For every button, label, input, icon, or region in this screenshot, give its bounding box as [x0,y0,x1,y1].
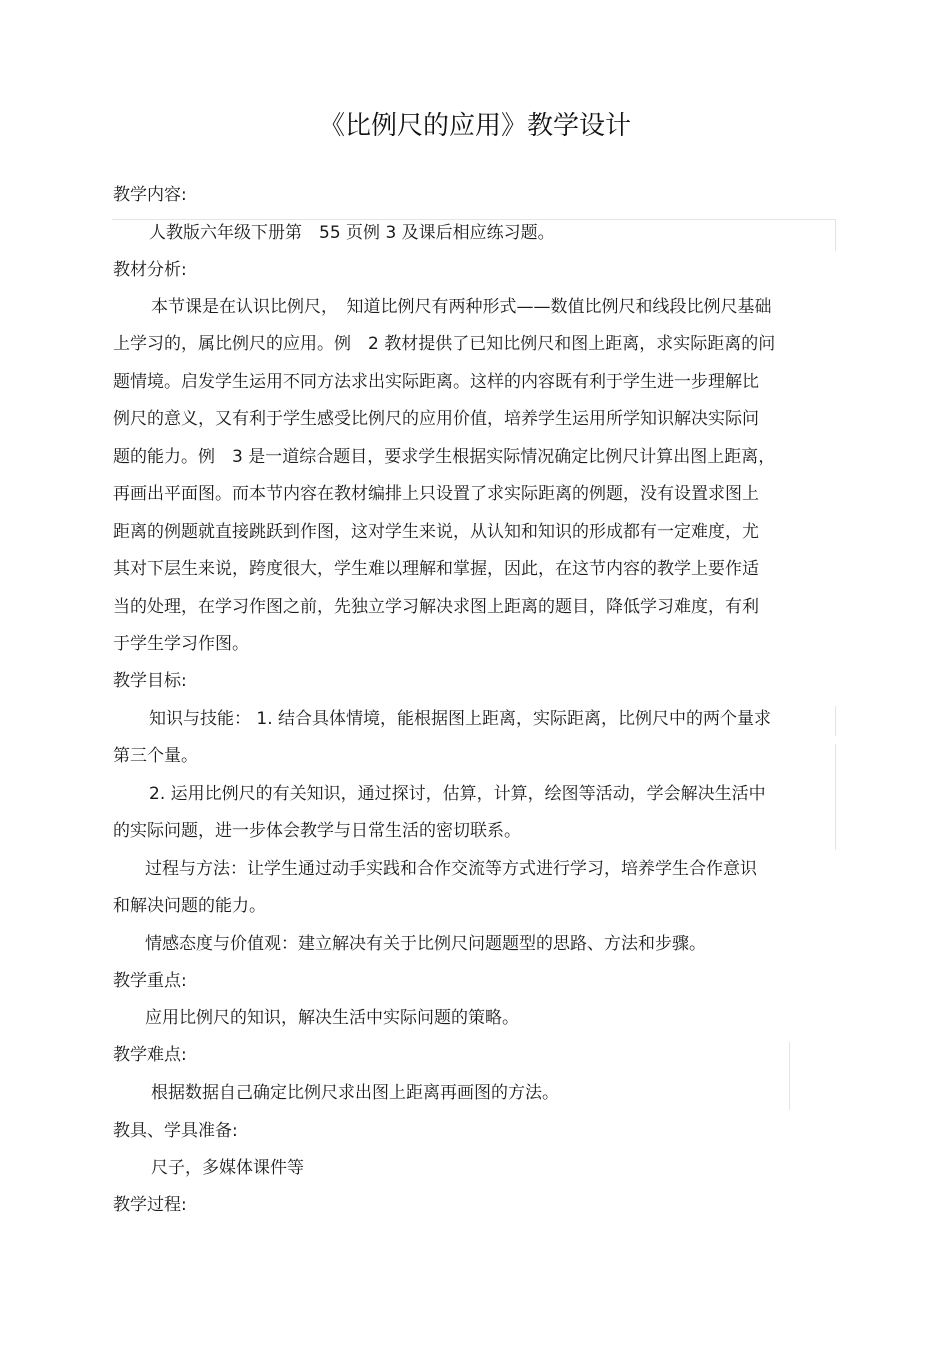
analysis-line: 本节课是在认识比例尺， 知道比例尺有两种形式——数值比例尺和线段比例尺基础 [151,297,772,317]
box-right-rule-2 [835,706,836,736]
goal-knowledge-2-cont: 的实际问题，进一步体会教学与日常生活的密切联系。 [113,821,521,841]
goal-process-cont: 和解决问题的能力。 [113,896,266,916]
goal-knowledge-2: 2. 运用比例尺的有关知识，通过探讨，估算，计算，绘图等活动，学会解决生活中 [149,784,766,804]
analysis-heading: 教材分析: [113,260,187,280]
analysis-line: 距离的例题就直接跳跃到作图，这对学生来说，从认知和知识的形成都有一定难度，尤 [113,522,759,542]
analysis-line: 题情境。启发学生运用不同方法求出实际距离。这样的内容既有利于学生进一步理解比 [113,372,759,392]
document-title: 《比例尺的应用》教学设计 [318,111,631,141]
content-text: 人教版六年级下册第 55 页例 3 及课后相应练习题。 [149,223,555,243]
tools-heading: 教具、学具准备: [113,1121,238,1141]
box-right-rule-3 [835,744,836,850]
analysis-line: 当的处理，在学习作图之前，先独立学习解决求图上距离的题目，降低学习难度，有利 [113,597,759,617]
analysis-line: 题的能力。例 3 是一道综合题目，要求学生根据实际情况确定比例尺计算出图上距离， [113,447,776,467]
goals-heading: 教学目标: [113,671,187,691]
goal-emotion: 情感态度与价值观：建立解决有关于比例尺问题题型的思路、方法和步骤。 [145,934,706,954]
analysis-line: 其对下层生来说，跨度很大，学生难以理解和掌握，因此，在这节内容的教学上要作适 [113,559,759,579]
tools-text: 尺子，多媒体课件等 [151,1158,304,1178]
analysis-line: 上学习的，属比例尺的应用。例 2 教材提供了已知比例尺和图上距离，求实际距离的问 [113,334,776,354]
analysis-line: 于学生学习作图。 [113,634,249,654]
process-heading: 教学过程: [113,1195,187,1215]
content-heading: 教学内容: [113,185,187,205]
box-right-rule-1 [835,219,836,251]
difficulty-text: 根据数据自己确定比例尺求出图上距离再画图的方法。 [151,1083,559,1103]
key-heading: 教学重点: [113,971,187,991]
analysis-line: 再画出平面图。而本节内容在教材编排上只设置了求实际距离的例题，没有设置求图上 [113,484,759,504]
key-text: 应用比例尺的知识，解决生活中实际问题的策略。 [145,1008,519,1028]
difficulty-heading: 教学难点: [113,1045,187,1065]
goal-knowledge-1-cont: 第三个量。 [113,746,198,766]
analysis-line: 例尺的意义，又有利于学生感受比例尺的应用价值，培养学生运用所学知识解决实际问 [113,409,759,429]
goal-knowledge-1: 知识与技能： 1. 结合具体情境，能根据图上距离，实际距离，比例尺中的两个量求 [149,709,772,729]
box-top-rule [112,219,836,220]
goal-process: 过程与方法：让学生通过动手实践和合作交流等方式进行学习，培养学生合作意识 [145,859,757,879]
box-right-rule-4 [789,1042,790,1110]
